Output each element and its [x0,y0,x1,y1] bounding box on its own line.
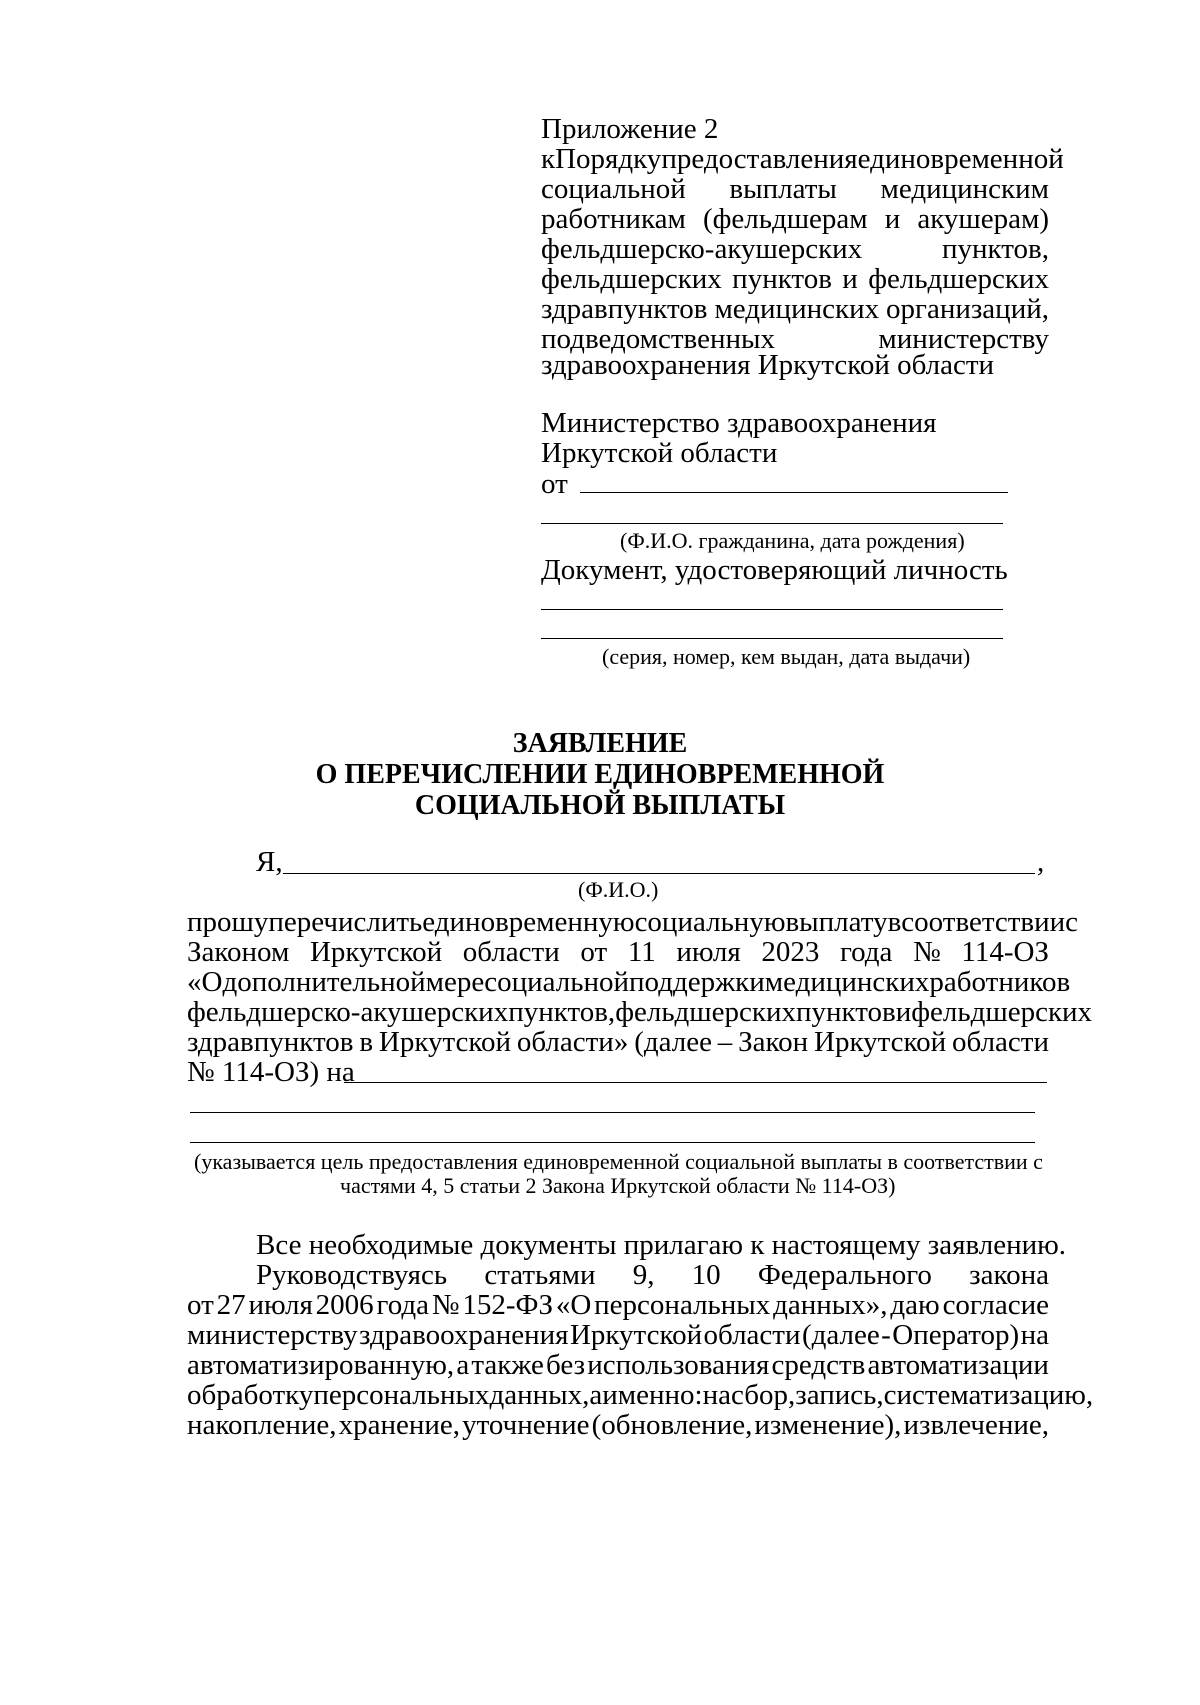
word: даю [890,1289,940,1321]
word: области [462,936,560,968]
applicant-fio-caption: (Ф.И.О.) [578,877,659,902]
word: Закон [738,1026,809,1058]
word: на [702,1379,732,1411]
word: 10 [691,1259,721,1291]
appendix-line [541,203,1049,235]
word: 2006 [315,1289,374,1321]
word: медицинских [764,966,930,998]
word: использования [587,1349,770,1381]
word: социальной [484,966,630,998]
purpose-fill-line-2[interactable] [190,1112,1035,1113]
id-document-caption: (серия, номер, кем выдан, дата выдачи) [602,644,971,669]
from-label: от [541,468,568,500]
word: области [952,1026,1049,1058]
fio-fill-line[interactable] [541,523,1003,524]
word: в [359,1026,374,1058]
word: (фельдшерам [702,203,868,235]
word: 11 [627,936,656,968]
word: года [839,936,893,968]
word: перечислить [268,906,423,938]
request-last-label: № 114-ОЗ) на [187,1056,355,1088]
word: фельдшерских [541,263,722,295]
word: работникам [541,203,686,235]
appendix-line [541,173,1049,205]
purpose-caption-1: (указывается цель предоставления единовременной социальной выплаты в соответствии с [194,1149,1043,1174]
word: № [913,936,941,968]
word: 9, [632,1259,655,1291]
request-line [187,936,1049,968]
word: Иркутской [814,1026,947,1058]
word: с [1065,906,1079,938]
word: 152-ФЗ [462,1289,553,1321]
word: изменение), [754,1409,902,1441]
word: дополнительной [222,966,426,998]
appendix-line [541,143,1064,175]
word: прошу [187,906,269,938]
word: именно: [602,1379,703,1411]
purpose-fill-line-3[interactable] [190,1142,1035,1143]
word: данных, [489,1379,590,1411]
word: Иркутской [378,1026,512,1058]
title-line-1: ЗАЯВЛЕНИЕ [512,728,688,759]
word: 27 [216,1289,246,1321]
purpose-fill-line-1[interactable] [344,1082,1047,1083]
documents-attached-line: Все необходимые документы прилагаю к настоящему заявлению. [256,1229,1067,1261]
applicant-fio-fill-line[interactable] [283,873,1035,874]
word: Оператор) [892,1319,1020,1351]
word: закона [969,1259,1049,1291]
consent-line [187,1319,1049,1351]
word: уточнение [462,1409,590,1441]
word: от [187,1289,214,1321]
word: сбор, [731,1379,796,1411]
word: поддержки [629,966,765,998]
word: акушерам) [917,203,1049,235]
word: министерству [187,1319,358,1351]
word: накопление, [187,1409,337,1441]
word: (далее [801,1319,880,1351]
word: области [703,1319,801,1351]
word: министерству [878,323,1049,355]
word: а [589,1379,603,1411]
appendix-line [541,263,1049,295]
title-line-3: СОЦИАЛЬНОЙ ВЫПЛАТЫ [414,790,786,821]
word: медицинских [714,293,880,325]
request-line [187,1026,1049,1058]
word: автоматизации [867,1349,1049,1381]
consent-line [187,1289,1049,1321]
addressee-region: Иркутской области [541,437,778,469]
word: подведомственных [541,323,775,355]
word: организаций, [886,293,1049,325]
consent-line [187,1349,1049,1381]
word: - [881,1319,891,1351]
word: Иркутской [569,1319,703,1351]
word: июля [676,936,741,968]
word: и [884,203,901,235]
word: Федерального [757,1259,932,1291]
word: года [376,1289,429,1321]
word: единовременную [422,906,635,938]
word: № [431,1289,460,1321]
request-line [187,906,1079,938]
word: Законом [187,936,290,968]
word: (далее [634,1026,712,1058]
appendix-line: здравоохранения Иркутской области [541,349,995,381]
word: (обновление, [591,1409,753,1441]
word: – [717,1026,733,1058]
word: Иркутской [309,936,443,968]
consent-line [187,1409,1049,1441]
word: работников [929,966,1071,998]
word: а [456,1349,470,1381]
word: персональных [594,1289,771,1321]
word: автоматизированную, [187,1349,455,1381]
purpose-caption-2: частями 4, 5 статьи 2 Закона Иркутской области № 114-ОЗ) [340,1173,896,1198]
word: обработку [187,1379,314,1411]
word: фельдшерско-акушерских [541,233,863,265]
from-fill-line[interactable] [580,492,1008,493]
word: к [541,143,556,175]
word: запись, [795,1379,884,1411]
request-line [187,996,1093,1028]
word: пунктов [732,263,832,295]
word: здравпунктов [541,293,708,325]
word: статьями [484,1259,596,1291]
word: на [1020,1319,1049,1351]
word: фельдшерско-акушерских [187,996,509,1028]
word: фельдшерских [868,263,1049,295]
word: систематизацию, [883,1379,1094,1411]
word: выплаты [729,173,837,205]
word: фельдшерских [615,996,796,1028]
word: пунктов, [942,233,1049,265]
word: социальной [541,173,686,205]
word: хранение, [338,1409,461,1441]
word: согласие [942,1289,1049,1321]
word: 114-ОЗ [961,936,1049,968]
word: июля [248,1289,313,1321]
word: здравоохранения [359,1319,569,1351]
word: предоставления [661,143,858,175]
word: средств [771,1349,866,1381]
word: и [842,263,858,295]
word: 2023 [761,936,820,968]
appendix-line [541,233,1049,265]
word: извлечение, [903,1409,1049,1441]
word: от [580,936,608,968]
word: фельдшерских [911,996,1093,1028]
word: в [887,906,902,938]
word: персональных [313,1379,490,1411]
word: социальную [634,906,786,938]
word: данных», [773,1289,888,1321]
fio-comma: , [1037,846,1045,878]
word: и [895,996,912,1028]
word: Порядку [555,143,662,175]
id-document-fill-line-1[interactable] [541,609,1003,610]
consent-line [256,1259,1049,1291]
title-line-2: О ПЕРЕЧИСЛЕНИИ ЕДИНОВРЕМЕННОЙ [315,759,885,790]
fio-caption: (Ф.И.О. гражданина, дата рождения) [620,528,965,553]
word: пунктов [795,996,896,1028]
word: области» [516,1026,629,1058]
word: без [546,1349,586,1381]
word: пунктов, [508,996,616,1028]
word: медицинским [880,173,1049,205]
word: выплату [785,906,888,938]
addressee-ministry: Министерство здравоохранения [541,407,937,439]
appendix-line [541,293,1049,325]
word: здравпунктов [187,1026,354,1058]
word: «О [555,1289,592,1321]
id-document-label: Документ, удостоверяющий личность [541,554,1008,586]
word: также [471,1349,544,1381]
id-document-fill-line-2[interactable] [541,638,1003,639]
appendix-number: Приложение 2 [541,113,719,145]
consent-line [187,1379,1094,1411]
word: Руководствуясь [256,1259,448,1291]
word: мере [425,966,485,998]
word: единовременной [857,143,1064,175]
request-line [187,966,1071,998]
word: соответствии [901,906,1066,938]
word: «О [187,966,223,998]
i-label: Я, [256,846,283,878]
